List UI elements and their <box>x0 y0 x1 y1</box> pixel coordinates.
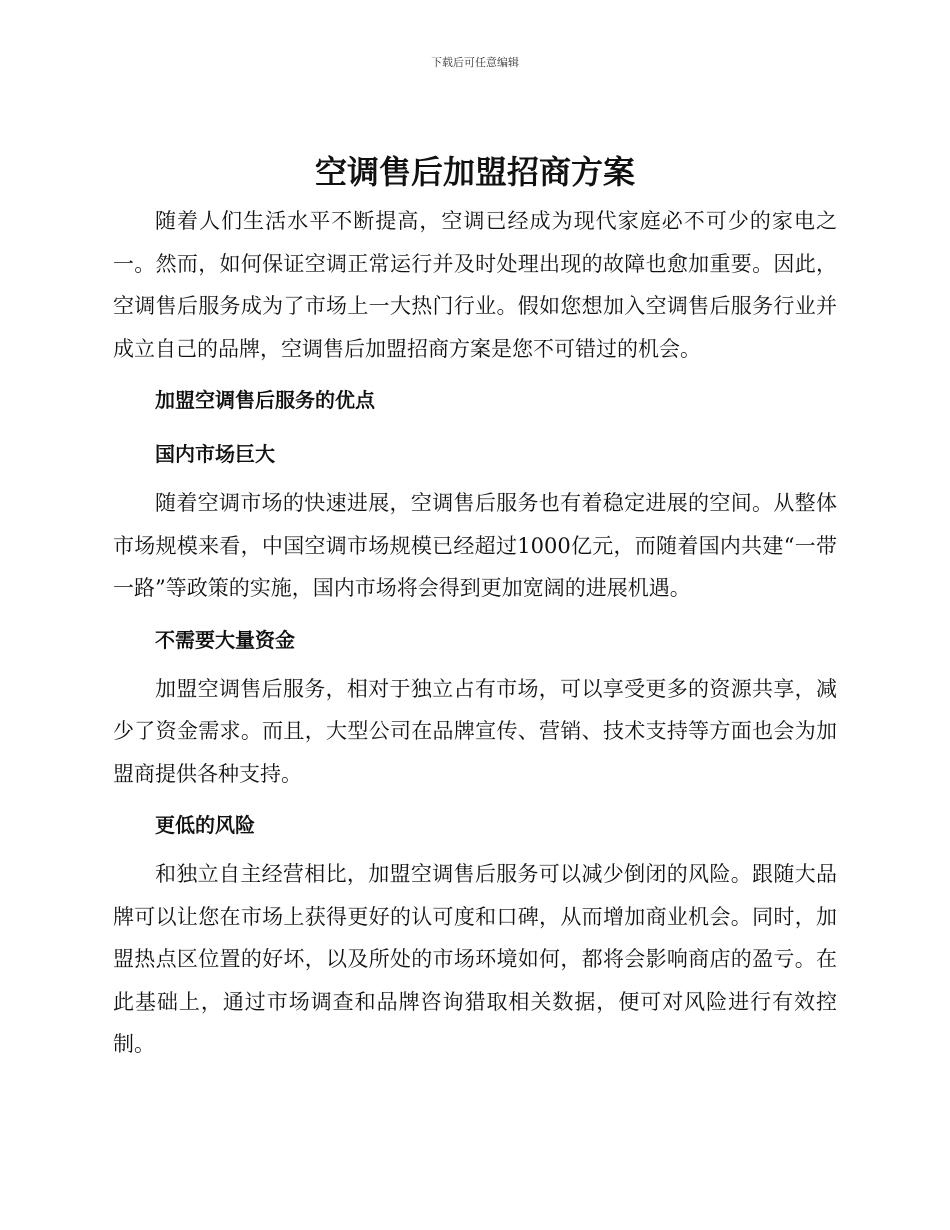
intro-paragraph: 随着人们生活水平不断提高，空调已经成为现代家庭必不可少的家电之一。然而，如何保证空调正常运行并及时处理出现的故障也愈加重要。因此，空调售后服务成为了市场上一大热门行业。假如您想加入空调售后服务行业并成立自己的品牌，空调售后加盟招商方案是您不可错过的机会。 <box>113 209 837 361</box>
document-title: 空调售后加盟招商方案 <box>314 153 635 191</box>
header-note: 下载后可任意编辑 <box>431 56 519 69</box>
subsection-heading-market: 国内市场巨大 <box>155 442 275 466</box>
subsection-paragraph-market: 随着空调市场的快速进展，空调售后服务也有着稳定进展的空间。从整体市场规模来看，中国空调市场规模已经超过1000亿元，而随着国内共建“一带一路”等政策的实施，国内市场将会得到更加宽阔的进展机遇。 <box>113 491 837 600</box>
subsection-heading-risk: 更低的风险 <box>155 813 255 837</box>
document-body <box>113 200 837 1066</box>
subsection-paragraph-funds: 加盟空调售后服务，相对于独立占有市场，可以享受更多的资源共享，减少了资金需求。而且，大型公司在品牌宣传、营销、技术支持等方面也会为加盟商提供各种支持。 <box>113 676 837 786</box>
subsection-paragraph-risk: 和独立自主经营相比，加盟空调售后服务可以减少倒闭的风险。跟随大品牌可以让您在市场上获得更好的认可度和口碑，从而增加商业机会。同时，加盟热点区位置的好坏，以及所处的市场环境如何，都将会影响商店的盈亏。在此基础上，通过市场调查和品牌咨询猎取相关数据，便可对风险进行有效控制。 <box>113 862 837 1056</box>
subsection-heading-funds: 不需要大量资金 <box>155 627 295 652</box>
section-heading: 加盟空调售后服务的优点 <box>155 388 375 412</box>
